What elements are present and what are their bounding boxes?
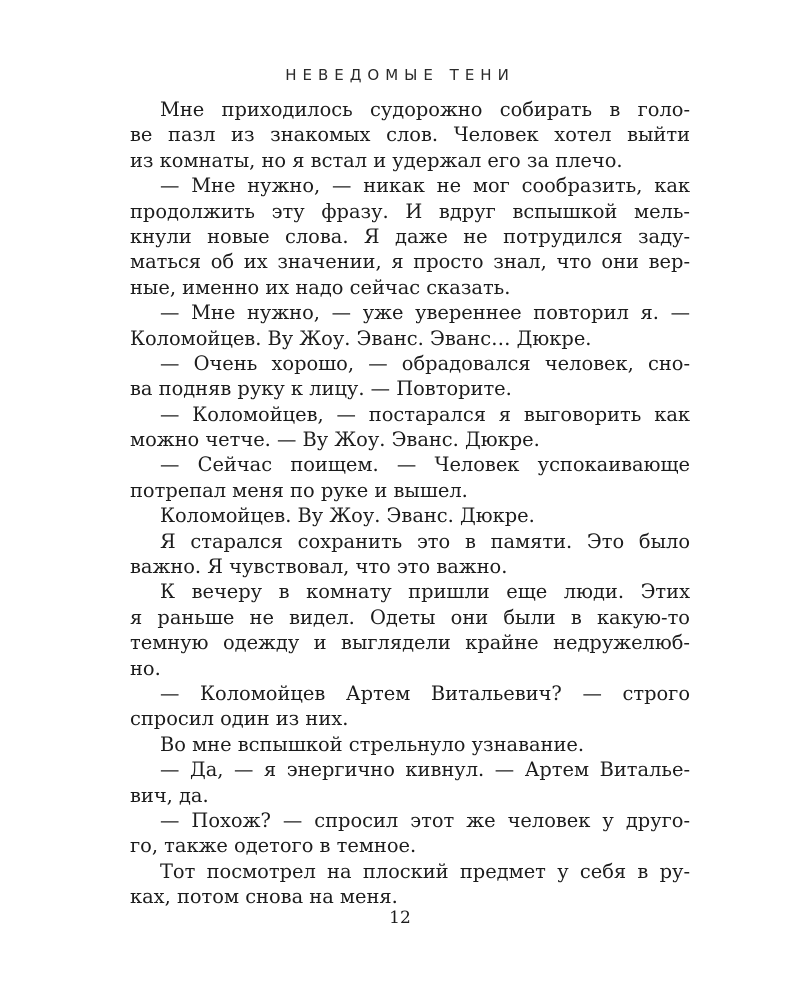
text-line: но. [130,656,161,680]
text-line: темную одежду и выглядели крайне недружелюб- [130,631,690,655]
text-line: продолжить эту фразу. И вдруг вспышкой мель- [130,199,690,223]
text-line: — Мне нужно, — уже увереннее повторил я. — [160,301,690,325]
text-line: — Коломойцев Артем Витальевич? — строго [160,681,690,705]
text-line: я раньше не видел. Одеты они были в какую-то [130,605,690,629]
body-text [130,97,690,910]
text-line: Тот посмотрел на плоский предмет у себя в ру- [160,859,690,883]
text-line: — Мне нужно, — никак не мог сообразить, как [160,174,690,198]
text-line: го, также одетого в темное. [130,834,417,858]
text-line: — Очень хорошо, — обрадовался человек, сно- [160,351,690,375]
text-line: Коломойцев. Ву Жоу. Эванс. Эванс… Дюкре. [130,326,592,350]
text-line: ва подняв руку к лицу. — Повторите. [130,377,512,401]
text-line: ные, именно их надо сейчас сказать. [130,275,511,299]
text-line: ках, потом снова на меня. [130,885,398,909]
text-line: — Похож? — спросил этот же человек у друго- [160,808,690,832]
text-line: спросил один из них. [130,707,349,731]
text-line: Коломойцев. Ву Жоу. Эванс. Дюкре. [160,504,535,528]
page-number: 12 [389,908,411,928]
text-line: потрепал меня по руке и вышел. [130,478,468,502]
text-line: вич, да. [130,783,209,807]
text-line: Во мне вспышкой стрельнуло узнавание. [160,732,585,756]
text-line: Я старался сохранить это в памяти. Это было [160,529,690,553]
running-head: НЕВЕДОМЫЕ ТЕНИ [285,66,515,84]
text-line: кнули новые слова. Я даже не потрудился заду- [130,224,690,248]
text-line: можно четче. — Ву Жоу. Эванс. Дюкре. [130,428,540,452]
text-line: из комнаты, но я встал и удержал его за плечо. [130,148,623,172]
text-line: — Коломойцев, — постарался я выговорить как [160,402,690,426]
text-line: важно. Я чувствовал, что это важно. [130,555,508,579]
text-line: — Да, — я энергично кивнул. — Артем Виталье- [160,758,690,782]
text-line: К вечеру в комнату пришли еще люди. Этих [160,580,690,604]
text-line: маться об их значении, я просто знал, что они вер- [130,250,690,274]
text-line: — Сейчас поищем. — Человек успокаивающе [160,453,690,477]
text-line: Мне приходилось судорожно собирать в голо- [160,98,690,121]
text-line: ве пазл из знакомых слов. Человек хотел выйти [130,123,690,147]
